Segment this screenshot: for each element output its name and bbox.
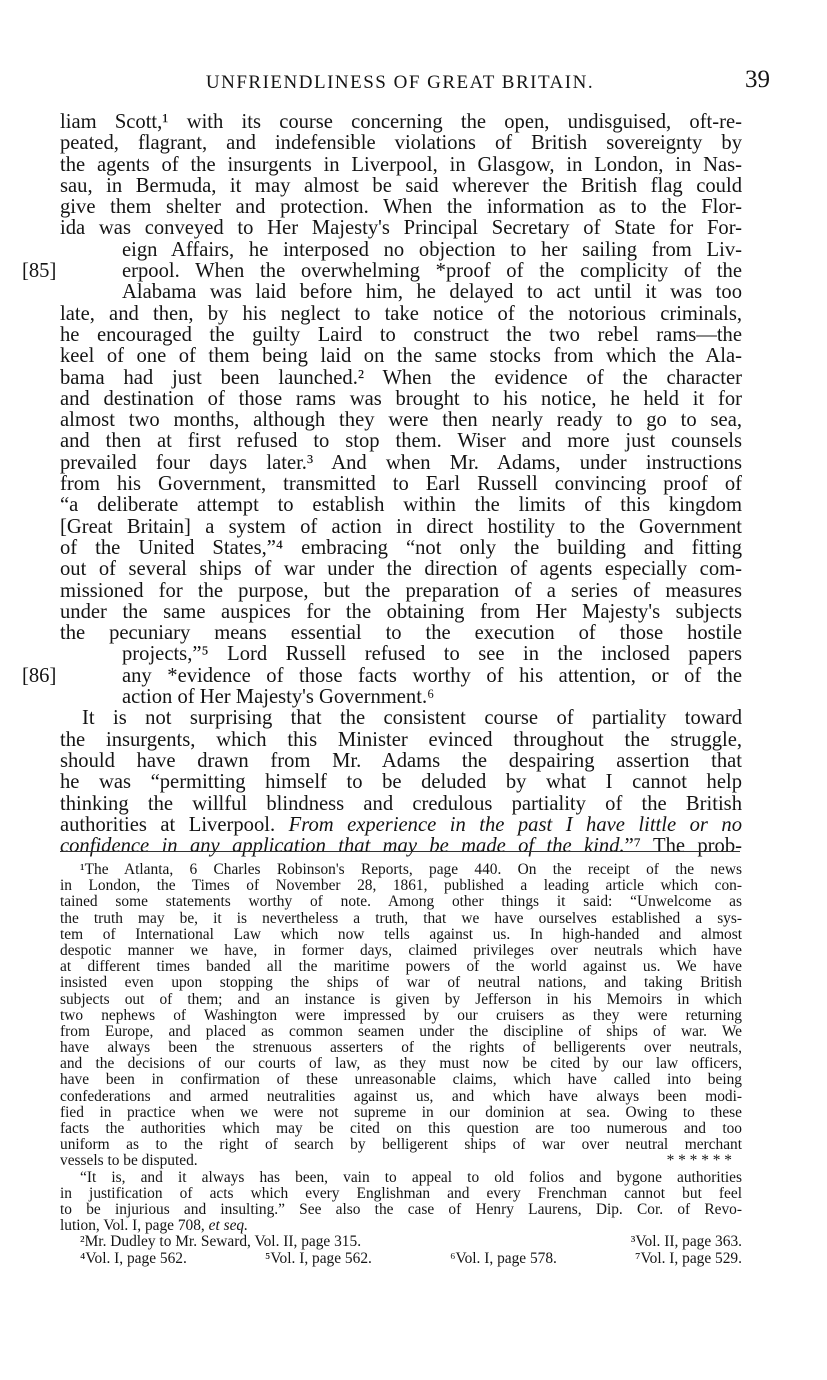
footnote-line: to be injurious and insulting.” See also the case of Henry Laurens, Dip. Cor. of Revo- bbox=[60, 1200, 742, 1218]
footnote-ref: ⁷Vol. I, page 529. bbox=[635, 1249, 742, 1267]
body-line: bama had just been launched.² When the evidence of the character bbox=[60, 366, 742, 389]
footnote-line: subjects out of them; and an instance is given by Jefferson in his Memoirs in which bbox=[60, 990, 742, 1008]
footnote-line bbox=[60, 1251, 742, 1267]
footnote-line: at different times banded all the maritime powers of the world against us. We have bbox=[60, 958, 742, 976]
body-line: eign Affairs, he interposed no objection to her sailing from Liv- bbox=[122, 238, 742, 261]
body-line bbox=[22, 664, 742, 687]
body-line: of the United States,”⁴ embracing “not only the building and fitting bbox=[60, 536, 742, 559]
running-head: UNFRIENDLINESS OF GREAT BRITAIN. bbox=[205, 72, 595, 93]
body-line: should have drawn from Mr. Adams the despairing assertion that bbox=[60, 749, 742, 772]
footnote-line: two nephews of Washington were impressed by our cruisers as they were returning bbox=[60, 1006, 742, 1024]
footnote-ref: ⁵Vol. I, page 562. bbox=[265, 1249, 372, 1267]
footnote-line: the truth may be, it is nevertheless a truth, that we have ourselves established a sys- bbox=[60, 909, 742, 927]
body-line: ida was conveyed to Her Majesty's Principal Secretary of State for For- bbox=[60, 217, 742, 240]
body-line: “a deliberate attempt to establish within the limits of this kingdom bbox=[60, 494, 742, 517]
body-line: and then at first refused to stop them. Wiser and more just counsels bbox=[60, 430, 742, 453]
italic-citation: et seq. bbox=[208, 1217, 248, 1235]
ellipsis-stars: * * * * * * bbox=[666, 1152, 732, 1170]
body-line: the pecuniary means essential to the execution of those hostile bbox=[60, 622, 742, 645]
body-line: he was “permitting himself to be deluded by what I cannot help bbox=[60, 771, 742, 794]
footnote-line bbox=[60, 1218, 742, 1234]
body-line: [Great Britain] a system of action in direct hostility to the Government bbox=[60, 515, 742, 538]
body-line: almost two months, although they were then nearly ready to go to sea, bbox=[60, 409, 742, 432]
body-line: projects,”⁵ Lord Russell refused to see in the inclosed papers bbox=[122, 643, 742, 666]
body-line bbox=[22, 260, 742, 283]
footnote-line: uniform as to the right of search by belligerent ships of war over neutral merchant bbox=[60, 1136, 742, 1154]
italic-quote: confidence in any application that may be made of the kind. bbox=[60, 835, 625, 858]
footnote-line bbox=[60, 1234, 742, 1250]
body-line: the agents of the insurgents in Liverpool, in Glasgow, in London, in Nas- bbox=[60, 153, 742, 176]
footnote-line: ¹The Atlanta, 6 Charles Robinson's Reports, page 440. On the receipt of the news bbox=[80, 861, 742, 878]
footnote-line: facts the authorities which may be cited on this question are too numerous and too bbox=[60, 1120, 742, 1137]
page-header bbox=[60, 66, 770, 100]
body-line: sau, in Bermuda, it may almost be said wherever the British flag could bbox=[60, 174, 742, 197]
body-line: Alabama was laid before him, he delayed to act until it was too bbox=[122, 281, 742, 304]
page-number: 39 bbox=[745, 66, 770, 93]
footnote-ref: ⁶Vol. I, page 578. bbox=[450, 1249, 557, 1267]
footnote-line: confederations and armed neutralities against us, and which have always been modi- bbox=[60, 1087, 742, 1105]
body-line: under the same auspices for the obtaining from Her Majesty's subjects bbox=[60, 600, 742, 623]
body-line: peated, flagrant, and indefensible violations of British sovereignty by bbox=[60, 132, 742, 155]
footnote-line: tem of International Law which now tells against us. In high-handed and almost bbox=[60, 925, 742, 943]
footnote-line-text: lution, Vol. I, page 708, bbox=[60, 1217, 205, 1235]
body-line: the insurgents, which this Minister evinced throughout the struggle, bbox=[60, 728, 742, 751]
body-line-text: authorities at Liverpool. bbox=[60, 813, 276, 836]
body-line-text: any *evidence of those facts worthy of his attention, or of the bbox=[122, 664, 742, 687]
body-line: thinking the willful blindness and credulous partiality of the British bbox=[60, 792, 742, 815]
body-line bbox=[60, 836, 742, 857]
footnote-line: have been in confirmation of these unreasonable claims, which have called into being bbox=[60, 1071, 742, 1089]
margin-mark: [86] bbox=[22, 664, 57, 687]
footnote-rule bbox=[60, 851, 740, 852]
footnote-line: despotic manner we have, in former days, claimed privileges over neutrals which have bbox=[60, 941, 742, 959]
body-line: and destination of those rams was brought to his notice, he held it for bbox=[60, 387, 742, 410]
footnote-line: and the decisions of our courts of law, as they must now be cited by our law officers, bbox=[60, 1055, 742, 1073]
body-line: give them shelter and protection. When the information as to the Flor- bbox=[60, 196, 742, 219]
body-line-text: erpool. When the overwhelming *proof of the complicity of the bbox=[122, 260, 742, 283]
footnote-ref: ⁴Vol. I, page 562. bbox=[80, 1249, 187, 1267]
footnote-line: fied in practice when we were not supreme in our dominion at sea. Owing to these bbox=[60, 1103, 742, 1121]
body-line: he encouraged the guilty Laird to construct the two rebel rams—the bbox=[60, 323, 742, 346]
body-line: out of several ships of war under the direction of agents especially com- bbox=[60, 558, 742, 581]
footnote-line: insisted even upon stopping the ships of war of neutral nations, and taking British bbox=[60, 974, 742, 992]
footnote-line: “It is, and it always has been, vain to appeal to old folios and bygone authorities bbox=[80, 1168, 742, 1186]
footnote-line: tained some statements worthy of note. Among other things it said: “Unwelcome as bbox=[60, 893, 742, 911]
footnote-ref: ³Vol. II, page 363. bbox=[630, 1233, 742, 1251]
body-line-text: ”⁷ The prob- bbox=[624, 835, 742, 858]
footnote-line-text: vessels to be disputed. bbox=[60, 1152, 198, 1170]
body-line: It is not surprising that the consistent course of partiality toward bbox=[82, 707, 742, 730]
body-line: action of Her Majesty's Government.⁶ bbox=[122, 686, 435, 709]
body-line: missioned for the purpose, but the preparation of a series of measures bbox=[60, 579, 742, 602]
body-line: from his Government, transmitted to Earl Russell convincing proof of bbox=[60, 473, 742, 496]
footnote-line: have always been the strenuous asserters of the rights of belligerents over neutrals, bbox=[60, 1039, 742, 1057]
footnote-ref: ²Mr. Dudley to Mr. Seward, Vol. II, page 315. bbox=[80, 1233, 362, 1251]
footnote-line: in London, the Times of November 28, 1861, published a leading article which con- bbox=[60, 877, 742, 895]
margin-mark: [85] bbox=[22, 260, 57, 283]
body-text bbox=[22, 111, 742, 858]
body-line: liam Scott,¹ with its course concerning the open, undisguised, oft-re- bbox=[60, 111, 742, 133]
italic-quote: From experience in the past I have little or no bbox=[288, 813, 742, 836]
footnote-line: from Europe, and placed as common seamen under the discipline of ships of war. We bbox=[60, 1022, 742, 1040]
body-line: prevailed four days later.³ And when Mr. Adams, under instructions bbox=[60, 451, 742, 474]
footnote-line: in justification of acts which every Englishman and every Frenchman cannot but feel bbox=[60, 1184, 742, 1202]
body-line: late, and then, by his neglect to take notice of the notorious criminals, bbox=[60, 302, 742, 325]
footnotes bbox=[60, 862, 742, 1267]
body-line bbox=[60, 815, 742, 836]
footnote-line bbox=[60, 1153, 742, 1169]
body-line: keel of one of them being laid on the same stocks from which the Ala- bbox=[60, 345, 742, 368]
